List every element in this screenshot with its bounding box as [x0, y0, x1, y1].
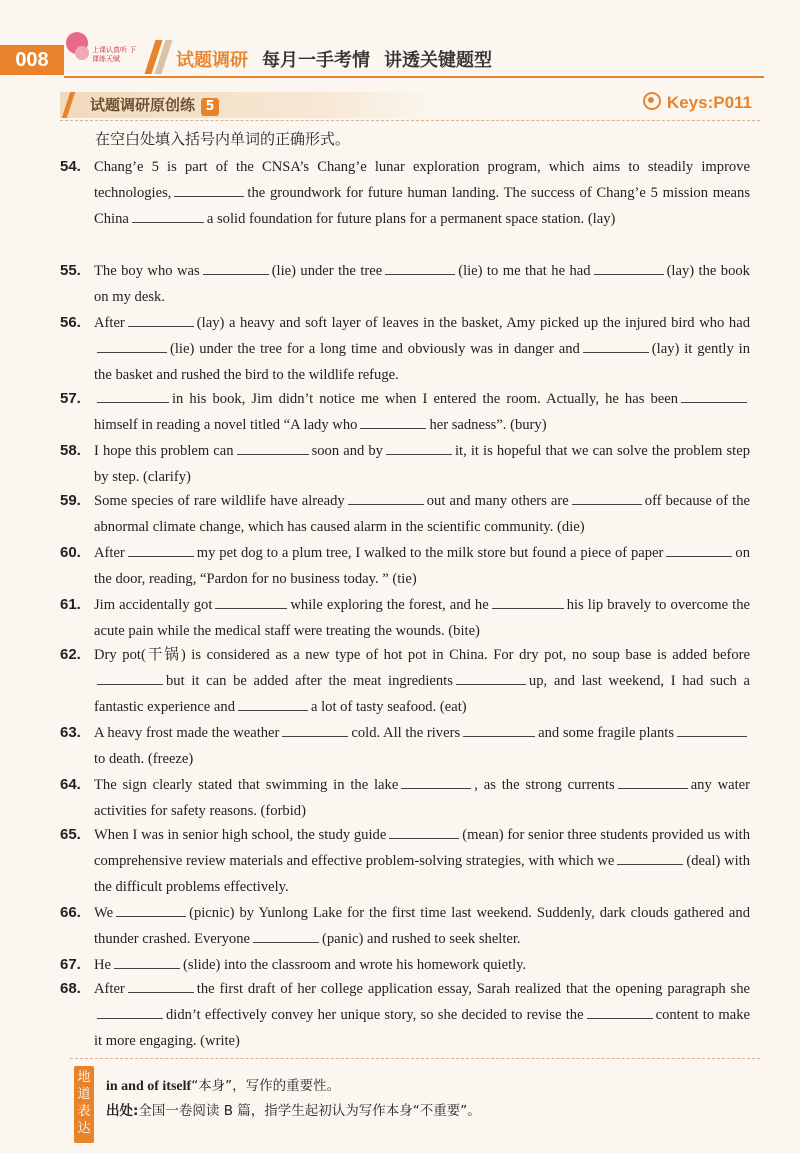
footer-source-text: 全国一卷阅读 B 篇，指学生起初认为写作本身“不重要”。 — [138, 1103, 481, 1119]
logo-text: 上课认真听 下课练天赋 — [92, 46, 137, 63]
question-segment: The boy who was — [94, 263, 200, 279]
header-highlight: 试题调研 — [176, 50, 248, 71]
question-text — [94, 642, 750, 720]
question-number: 64. — [60, 776, 81, 793]
question-item — [60, 772, 750, 824]
answer-blank[interactable] — [572, 490, 642, 505]
question-text — [94, 438, 750, 490]
answer-blank[interactable] — [587, 1004, 653, 1019]
question-segment: himself in reading a novel titled “A lady who — [94, 417, 358, 433]
question-number: 59. — [60, 492, 81, 509]
question-segment: the first draft of her college application essay, Sarah realized that the opening paragraph she — [196, 981, 750, 997]
question-segment: A heavy frost made the weather — [94, 725, 280, 741]
question-segment: Some species of rare wildlife have already — [94, 493, 345, 509]
question-number: 65. — [60, 826, 81, 843]
question-item — [60, 592, 750, 644]
question-segment: cold. All the rivers — [351, 725, 461, 741]
question-segment: (picnic) by Yunlong Lake for the first time last weekend. Suddenly, dark clouds gathered and thunder crashed. Everyone — [94, 905, 750, 947]
question-text — [94, 772, 750, 824]
question-text — [94, 822, 750, 900]
answer-blank[interactable] — [282, 722, 348, 737]
question-segment: After — [94, 545, 125, 561]
question-segment: the groundwork for future human landing. The success of Chang’e 5 mission means China — [94, 185, 750, 227]
answer-blank[interactable] — [401, 774, 471, 789]
question-segment: (panic) and rushed to seek shelter. — [322, 931, 521, 947]
question-segment: in his book, Jim didn’t notice me when I entered the room. Actually, he has been — [172, 391, 678, 407]
question-number: 67. — [60, 956, 81, 973]
question-segment: (lie) under the tree — [271, 263, 383, 279]
answer-blank[interactable] — [385, 260, 455, 275]
question-item — [60, 154, 750, 232]
answer-blank[interactable] — [97, 388, 169, 403]
question-number: 68. — [60, 980, 81, 997]
question-segment: to death. (freeze) — [94, 751, 194, 767]
answer-blank[interactable] — [348, 490, 424, 505]
question-number: 56. — [60, 314, 81, 331]
footer-phrase-line — [106, 1074, 481, 1099]
answer-blank[interactable] — [97, 670, 163, 685]
page-number: 008 — [0, 45, 64, 75]
question-segment: Chang’e 5 is part of the CNSA’s Chang’e lunar exploration program, which aims to steadily improve technologies, — [94, 159, 750, 201]
question-segment: content to make it more engaging. (write) — [94, 1007, 750, 1049]
question-segment: (slide) into the classroom and wrote his homework quietly. — [183, 957, 527, 973]
footer-note — [106, 1074, 481, 1123]
question-text — [94, 154, 750, 232]
question-text — [94, 386, 750, 438]
question-segment: The sign clearly stated that swimming in the lake — [94, 777, 399, 793]
question-segment: After — [94, 315, 125, 331]
question-segment: while exploring the forest, and he — [290, 597, 489, 613]
question-item — [60, 720, 750, 772]
answer-blank[interactable] — [237, 440, 309, 455]
question-item — [60, 900, 750, 952]
section-title-text: 试题调研原创练 — [90, 96, 196, 114]
keys-text: Keys:P011 — [666, 93, 752, 112]
question-item — [60, 386, 750, 438]
question-item — [60, 438, 750, 490]
question-item — [60, 976, 750, 1054]
question-text — [94, 488, 750, 540]
section-bar — [60, 92, 760, 118]
instruction: 在空白处填入括号内单词的正确形式。 — [95, 130, 351, 148]
flower-icon — [75, 46, 89, 60]
question-segment: off because of the abnormal climate change, which has caused alarm in the scientific community. (die) — [94, 493, 750, 535]
question-segment: his lip bravely to overcome the acute pain while the medical staff were treating the wounds. (bite) — [94, 597, 750, 639]
question-item — [60, 952, 750, 978]
question-number: 57. — [60, 390, 81, 407]
answer-blank[interactable] — [97, 1004, 163, 1019]
question-segment: and some fragile plants — [538, 725, 675, 741]
question-number: 62. — [60, 646, 81, 663]
question-text — [94, 258, 750, 310]
question-text — [94, 592, 750, 644]
question-segment: didn’t effectively convey her unique story, so she decided to revise the — [166, 1007, 584, 1023]
question-number: 55. — [60, 262, 81, 279]
footer-rule — [70, 1058, 760, 1060]
header-rule — [64, 76, 764, 78]
question-segment: , as the strong currents — [474, 777, 615, 793]
question-text — [94, 900, 750, 952]
answer-blank[interactable] — [583, 338, 649, 353]
section-title — [90, 94, 219, 116]
question-number: 60. — [60, 544, 81, 561]
question-segment: soon and by — [311, 443, 383, 459]
answer-blank[interactable] — [97, 338, 167, 353]
question-number: 61. — [60, 596, 81, 613]
question-number: 63. — [60, 724, 81, 741]
answer-blank[interactable] — [132, 208, 204, 223]
question-text — [94, 952, 750, 978]
question-segment: it, it is hopeful that we can solve the problem step by step. (clarify) — [94, 443, 750, 485]
answer-blank[interactable] — [360, 414, 426, 429]
section-rule — [60, 120, 760, 122]
question-segment: We — [94, 905, 114, 921]
question-number: 54. — [60, 158, 81, 175]
question-segment: out and many others are — [426, 493, 569, 509]
header-subtitle: 讲透关键题型 — [384, 50, 492, 71]
question-item — [60, 258, 750, 310]
question-number: 66. — [60, 904, 81, 921]
question-item — [60, 310, 750, 388]
question-segment: her sadness”. (bury) — [429, 417, 547, 433]
footer-phrase-meaning: “本身”，写作的重要性。 — [191, 1078, 341, 1094]
answer-blank[interactable] — [617, 850, 683, 865]
answer-keys — [643, 92, 752, 113]
answer-blank[interactable] — [174, 182, 244, 197]
question-segment: (lay) the book on my desk. — [94, 263, 750, 305]
page-header — [0, 0, 800, 80]
answer-blank[interactable] — [594, 260, 664, 275]
answer-blank[interactable] — [114, 954, 180, 969]
question-segment: up, and last weekend, I had such a fantastic experience and — [94, 673, 750, 715]
answer-blank[interactable] — [677, 722, 747, 737]
answer-blank[interactable] — [128, 542, 194, 557]
question-segment: a lot of tasty seafood. (eat) — [311, 699, 467, 715]
header-subtitle: 每月一手考情 — [262, 50, 370, 71]
answer-blank[interactable] — [456, 670, 526, 685]
question-segment: Jim accidentally got — [94, 597, 213, 613]
question-segment: a solid foundation for future plans for a permanent space station. (lay) — [206, 211, 616, 227]
question-item — [60, 488, 750, 540]
section-number: 5 — [201, 98, 219, 116]
footer-tag: 地道表达 — [74, 1066, 94, 1143]
answer-blank[interactable] — [203, 260, 269, 275]
question-text — [94, 540, 750, 592]
key-icon — [643, 92, 661, 110]
question-segment: I hope this problem can — [94, 443, 234, 459]
answer-blank[interactable] — [386, 440, 452, 455]
answer-blank[interactable] — [463, 722, 535, 737]
header-title — [176, 46, 492, 72]
question-segment: When I was in senior high school, the study guide — [94, 827, 387, 843]
question-text — [94, 310, 750, 388]
answer-blank[interactable] — [492, 594, 564, 609]
answer-blank[interactable] — [253, 928, 319, 943]
question-segment: (lie) to me that he had — [458, 263, 591, 279]
answer-blank[interactable] — [618, 774, 688, 789]
question-segment: After — [94, 981, 125, 997]
question-segment: (mean) for senior three students provided us with comprehensive review materials and effective problem-solving strategies, with which we — [94, 827, 751, 869]
footer-source-line — [106, 1099, 481, 1123]
question-segment: on the door, reading, “Pardon for no business today. ” (tie) — [94, 545, 750, 587]
answer-blank[interactable] — [128, 312, 194, 327]
answer-blank[interactable] — [128, 978, 194, 993]
answer-blank[interactable] — [389, 824, 459, 839]
question-segment: (lie) under the tree for a long time and obviously was in danger and — [170, 341, 580, 357]
question-text — [94, 720, 750, 772]
question-number: 58. — [60, 442, 81, 459]
question-item — [60, 822, 750, 900]
question-segment: (lay) a heavy and soft layer of leaves in the basket, Amy picked up the injured bird who had — [196, 315, 750, 331]
question-segment: (deal) with the difficult problems effectively. — [94, 853, 750, 895]
question-segment: Dry pot(干锅) is considered as a new type of hot pot in China. For dry pot, no soup base is added before — [94, 647, 750, 663]
answer-blank[interactable] — [666, 542, 732, 557]
answer-blank[interactable] — [215, 594, 287, 609]
question-segment: He — [94, 957, 112, 973]
question-segment: but it can be added after the meat ingredients — [166, 673, 453, 689]
question-text — [94, 976, 750, 1054]
question-segment: (lay) it gently in the basket and rushed the bird to the wildlife refuge. — [94, 341, 750, 383]
footer-source-label: 出处: — [106, 1103, 139, 1119]
answer-blank[interactable] — [681, 388, 747, 403]
question-segment: any water activities for safety reasons. (forbid) — [94, 777, 751, 819]
question-segment: my pet dog to a plum tree, I walked to the milk store but found a piece of paper — [196, 545, 664, 561]
answer-blank[interactable] — [116, 902, 186, 917]
footer-phrase: in and of itself — [106, 1079, 192, 1094]
question-item — [60, 540, 750, 592]
answer-blank[interactable] — [238, 696, 308, 711]
question-item — [60, 642, 750, 720]
